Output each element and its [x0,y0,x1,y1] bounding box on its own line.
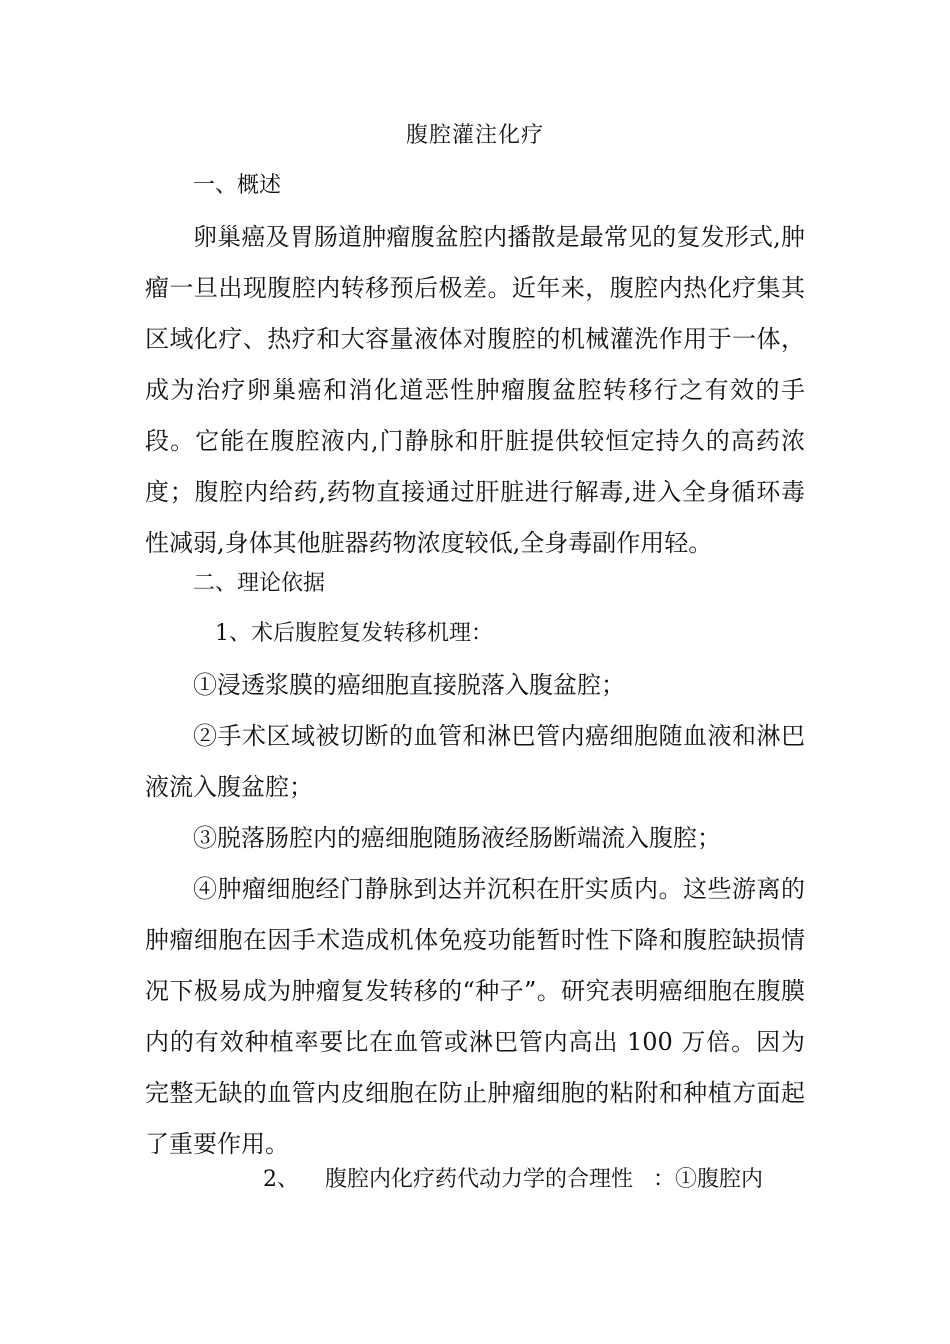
paragraph-overview: 卵巢癌及胃肠道肿瘤腹盆腔内播散是最常见的复发形式,肿瘤一旦出现腹腔内转移预后极差。近年来，腹腔内热化疗集其区域化疗、热疗和大容量液体对腹腔的机械灌洗作用于一体，成为治疗卵巢癌和消化道恶性肿瘤腹盆腔转移行之有效的手段。它能在腹腔液内,门静脉和肝脏提供较恒定持久的高药浓度；腹腔内给药,药物直接通过肝脏进行解毒,进入全身循环毒性减弱,身体其他脏器药物浓度较低,全身毒副作用轻。 [145,223,805,557]
document-title: 腹腔灌注化疗 [405,123,544,148]
section-heading-theory: 二、理论依据 [193,571,326,596]
subheading-number: 2、 [263,1167,299,1192]
subheading-mechanism: 1、术后腹腔复发转移机理： [215,621,493,646]
subheading-tail: ：①腹腔内 [653,1167,764,1192]
list-item-3: ③脱落肠腔内的癌细胞随肠液经肠断端流入腹腔； [193,824,721,852]
section-heading-overview: 一、概述 [193,173,282,198]
subheading-pharmacokinetics [263,1162,763,1198]
list-item-2: ②手术区域被切断的血管和淋巴管内癌细胞随血液和淋巴液流入腹盆腔； [145,722,805,801]
list-item-4: ④肿瘤细胞经门静脉到达并沉积在肝实质内。这些游离的肿瘤细胞在因手术造成机体免疫功能暂时性下降和腹腔缺损情况下极易成为肿瘤复发转移的“种子”。研究表明癌细胞在腹膜内的有效种植率要比在血管或淋巴管内高出 100 万倍。因为完整无缺的血管内皮细胞在防止肿瘤细胞的粘附和种植方面起了重要作用。 [145,875,805,1158]
list-item-1: ①浸透浆膜的癌细胞直接脱落入腹盆腔； [193,671,625,699]
subheading-text: 腹腔内化疗药代动力学的合理性 [325,1167,634,1192]
